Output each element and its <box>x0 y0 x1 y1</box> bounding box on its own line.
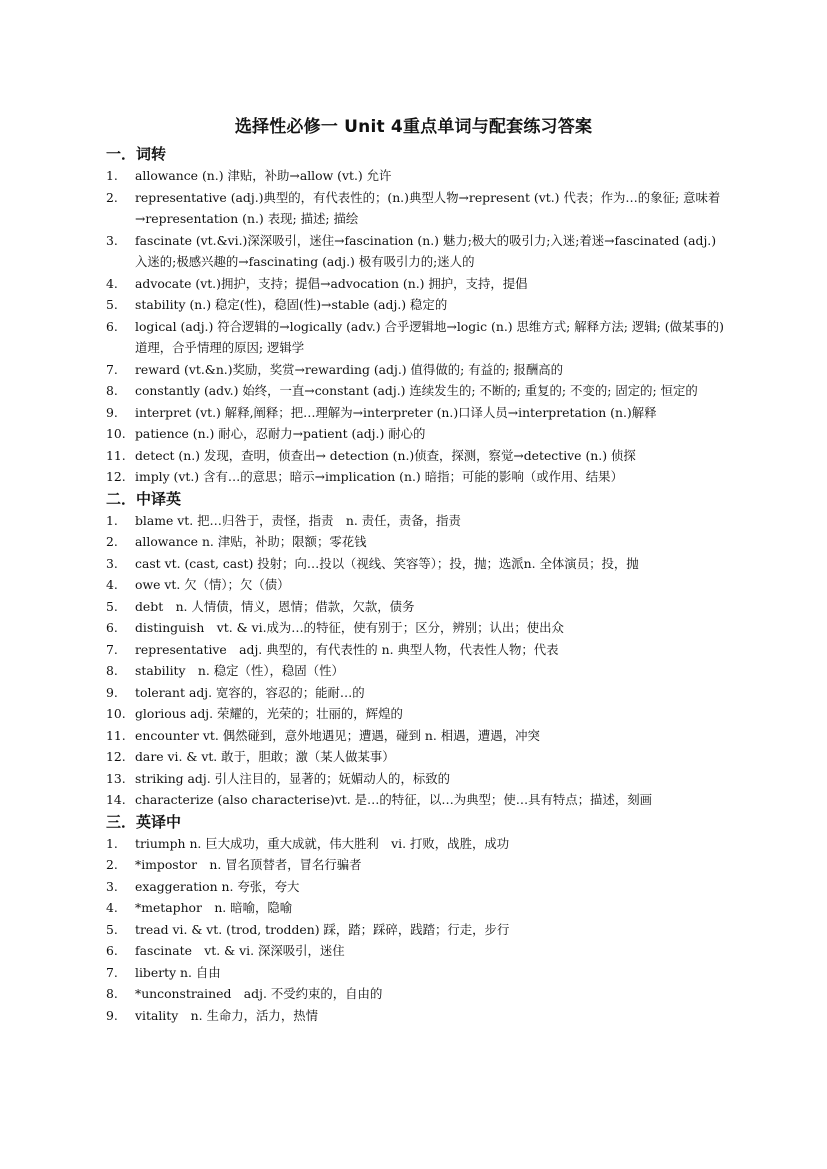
item-text: reward (vt.&n.)奖励，奖赏→rewarding (adj.) 值得做的; 有益的; 报酬高的 <box>135 361 564 377</box>
item-text: fascinate vt. & vi. 深深吸引，迷住 <box>135 943 345 958</box>
list-item <box>106 768 726 790</box>
item-text: interpret (vt.) 解释,阐释；把…理解为→interpreter (n.)口译人员→interpretation (n.)解释 <box>135 404 657 420</box>
list-item <box>106 359 726 381</box>
item-number: 7. <box>106 361 118 377</box>
section-heading: 三．英译中 <box>106 812 182 831</box>
item-text: representative adj. 典型的，有代表性的 n. 典型人物，代表性人物；代表 <box>135 641 559 657</box>
item-number: 12. <box>106 469 126 484</box>
item-text: patience (n.) 耐心，忍耐力→patient (adj.) 耐心的 <box>135 426 426 441</box>
list-item <box>106 531 726 553</box>
item-text: striking adj. 引人注目的，显著的；妩媚动人的，标致的 <box>135 770 451 786</box>
list-item <box>106 553 726 575</box>
list-item <box>106 833 726 855</box>
list-item <box>106 165 726 187</box>
item-text: tolerant adj. 宽容的，容忍的；能耐…的 <box>135 684 365 700</box>
item-text: dare vi. & vt. 敢于，胆敢；激（某人做某事） <box>135 749 395 764</box>
list-item <box>106 380 726 402</box>
item-text: *unconstrained adj. 不受约束的，自由的 <box>135 986 383 1001</box>
item-number: 2. <box>106 189 118 205</box>
list-item <box>106 919 726 941</box>
item-text: imply (vt.) 含有…的意思；暗示→implication (n.) 暗指；可能的影响（或作用、结果） <box>135 469 623 484</box>
item-text: exaggeration n. 夸张，夸大 <box>135 878 300 894</box>
item-text: blame vt. 把…归咎于，责怪，指责 n. 责任，责备，指责 <box>135 512 461 528</box>
item-number: 9. <box>106 684 118 700</box>
list-item <box>106 940 726 962</box>
list-item <box>106 682 726 704</box>
item-number: 10. <box>106 426 126 441</box>
list-item <box>106 897 726 919</box>
item-text: stability (n.) 稳定(性)，稳固(性)→stable (adj.) 稳定的 <box>135 297 448 312</box>
item-number: 12. <box>106 749 126 764</box>
item-number: 8. <box>106 663 118 678</box>
item-number: 4. <box>106 900 118 915</box>
list-item <box>106 510 726 532</box>
list-item <box>106 423 726 445</box>
item-number: 1. <box>106 835 118 851</box>
list-item <box>106 445 726 467</box>
list-item <box>106 230 726 273</box>
item-text: glorious adj. 荣耀的，光荣的；壮丽的，辉煌的 <box>135 706 403 721</box>
section-heading: 一．词转 <box>106 145 167 163</box>
item-text: vitality n. 生命力，活力，热情 <box>135 1007 318 1023</box>
item-text: representative (adj.)典型的，有代表性的；(n.)典型人物→represent (vt.) 代表；作为…的象征; 意味着→representation (n.) 表现; 描述; 描绘 <box>135 189 721 226</box>
list-item <box>106 596 726 618</box>
list-item <box>106 703 726 725</box>
item-text: advocate (vt.)拥护，支持；提倡→advocation (n.) 拥护，支持，提倡 <box>135 275 528 291</box>
item-text: allowance (n.) 津贴，补助→allow (vt.) 允许 <box>135 168 392 183</box>
document-title: 选择性必修一 Unit 4重点单词与配套练习答案 <box>234 117 593 137</box>
item-number: 11. <box>106 727 126 743</box>
item-number: 5. <box>106 297 118 312</box>
item-number: 9. <box>106 404 118 420</box>
list-item <box>106 660 726 682</box>
item-number: 5. <box>106 598 118 614</box>
item-number: 4. <box>106 275 118 291</box>
list-item <box>106 725 726 747</box>
list-item <box>106 1005 726 1027</box>
item-text: detect (n.) 发现，查明，侦查出→ detection (n.)侦查，探测，察觉→detective (n.) 侦探 <box>135 447 636 463</box>
item-text: debt n. 人情债，情义，恩情；借款，欠款，债务 <box>135 598 415 614</box>
list-item <box>106 639 726 661</box>
item-text: characterize (also characterise)vt. 是…的特征，以…为典型；使…具有特点；描述，刻画 <box>135 792 653 807</box>
item-number: 2. <box>106 534 118 549</box>
item-number: 7. <box>106 641 118 657</box>
item-text: fascinate (vt.&vi.)深深吸引，迷住→fascination (n.) 魅力;极大的吸引力;入迷;着迷→fascinated (adj.) 入迷的;极感兴趣的→fascinating (adj.) 极有吸引力的;迷人的 <box>135 232 717 269</box>
section-heading: 二．中译英 <box>106 489 182 508</box>
list-item <box>106 789 726 811</box>
item-text: liberty n. 自由 <box>135 964 221 980</box>
item-number: 8. <box>106 986 118 1001</box>
item-number: 14. <box>106 792 126 807</box>
item-number: 1. <box>106 512 118 528</box>
item-text: tread vi. & vt. (trod, trodden) 踩，踏；踩碎，践踏；行走，步行 <box>135 921 510 937</box>
item-number: 6. <box>106 943 118 958</box>
item-number: 3. <box>106 878 118 894</box>
list-item <box>106 617 726 639</box>
list-item <box>106 466 726 488</box>
item-text: stability n. 稳定（性），稳固（性） <box>135 663 344 678</box>
item-text: allowance n. 津贴，补助；限额；零花钱 <box>135 534 367 549</box>
item-number: 3. <box>106 232 118 248</box>
item-number: 6. <box>106 620 118 635</box>
list-item <box>106 187 726 230</box>
list-item <box>106 402 726 424</box>
item-number: 3. <box>106 555 118 571</box>
item-text: owe vt. 欠（情）；欠（债） <box>135 577 290 592</box>
item-number: 6. <box>106 318 118 334</box>
list-item <box>106 574 726 596</box>
item-text: triumph n. 巨大成功，重大成就，伟大胜利 vi. 打败，战胜，成功 <box>135 835 510 851</box>
list-item <box>106 854 726 876</box>
item-number: 4. <box>106 577 118 592</box>
item-number: 11. <box>106 447 126 463</box>
item-number: 2. <box>106 857 118 872</box>
item-text: *impostor n. 冒名顶替者，冒名行骗者 <box>135 857 362 872</box>
item-text: encounter vt. 偶然碰到，意外地遇见；遭遇，碰到 n. 相遇，遭遇，冲突 <box>135 727 540 743</box>
item-text: constantly (adv.) 始终，一直→constant (adj.) 连续发生的; 不断的; 重复的; 不变的; 固定的; 恒定的 <box>135 383 698 398</box>
item-number: 1. <box>106 168 118 183</box>
item-number: 5. <box>106 921 118 937</box>
item-text: logical (adj.) 符合逻辑的→logically (adv.) 合乎逻辑地→logic (n.) 思维方式; 解释方法; 逻辑; (做某事的)道理，合乎情理的原因; 逻辑学 <box>135 318 725 355</box>
item-number: 13. <box>106 770 126 786</box>
item-text: distinguish vt. & vi.成为…的特征，使有别于；区分，辨别；认出；使出众 <box>135 620 564 635</box>
item-number: 10. <box>106 706 126 721</box>
item-number: 9. <box>106 1007 118 1023</box>
document-body <box>106 143 726 1026</box>
list-item <box>106 294 726 316</box>
item-number: 8. <box>106 383 118 398</box>
item-text: *metaphor n. 暗喻，隐喻 <box>135 900 293 915</box>
list-item <box>106 962 726 984</box>
list-item <box>106 983 726 1005</box>
list-item <box>106 273 726 295</box>
list-item <box>106 746 726 768</box>
item-text: cast vt. (cast, cast) 投射；向…投以（视线、笑容等）；投，抛；选派n. 全体演员；投，抛 <box>135 555 639 571</box>
list-item <box>106 876 726 898</box>
list-item <box>106 316 726 359</box>
item-number: 7. <box>106 964 118 980</box>
